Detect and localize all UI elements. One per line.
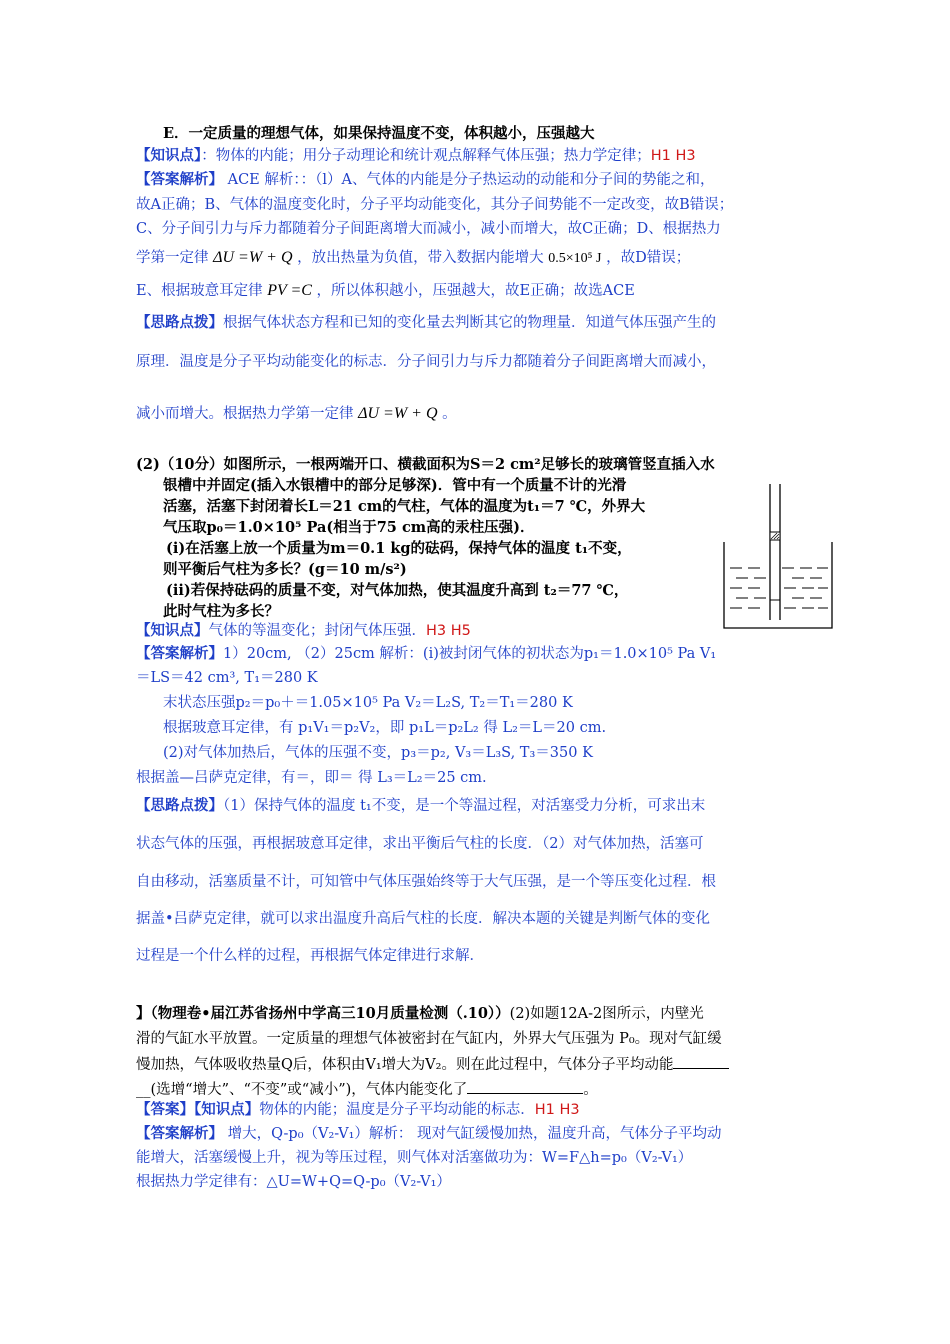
hint-line: 过程是一个什么样的过程，再根据气体定律进行求解． bbox=[136, 948, 484, 964]
hint-text: 减小而增大。根据热力学第一定律 bbox=[136, 406, 354, 422]
hint-line: 据盖•吕萨克定律，就可以求出温度升高后气柱的长度．解决本题的关键是判断气体的变化 bbox=[136, 911, 711, 927]
knowledge-point-3 bbox=[136, 1100, 580, 1120]
answer-line: ＝LS＝42 cm³, T₁＝280 K bbox=[136, 670, 318, 686]
answer-line: 末状态压强p₂＝p₀＋＝1.05×10⁵ Pa V₂＝L₂S, T₂＝T₁＝280 K bbox=[163, 695, 573, 711]
answer-line: C、分子间引力与斥力都随着分子间距离增大而减小，减小而增大，故C正确；D、根据热力 bbox=[136, 221, 721, 237]
hint-line bbox=[136, 796, 705, 816]
hint-tag: 【思路点拨】 bbox=[136, 314, 223, 331]
answer-line: 根据盖—吕萨克定律，有＝，即＝ 得 L₃＝L₂＝25 cm. bbox=[136, 770, 487, 786]
hint-text: 根据气体状态方程和已知的变化量去判断其它的物理量．知道气体压强产生的 bbox=[223, 315, 716, 331]
answer-line: 根据玻意耳定律，有 p₁V₁＝p₂V₂，即 p₁L＝p₂L₂ 得 L₂＝L＝20 cm. bbox=[163, 720, 607, 736]
question-3-line bbox=[136, 1054, 729, 1075]
answer-tag: 【答案解析】 bbox=[136, 1125, 223, 1142]
hint-line: 自由移动，活塞质量不计，可知管中气体压强始终等于大气压强，是一个等压变化过程．根 bbox=[136, 874, 716, 890]
question-3-line bbox=[136, 1004, 704, 1024]
answer-tag: 【答案解析】 bbox=[136, 645, 223, 662]
question-2-line: (2)（10分）如图所示，一根两端开口、横截面积为S＝2 cm²足够长的玻璃管竖直插入水 bbox=[136, 456, 715, 473]
question-2-line: 则平衡后气柱为多长？(g＝10 m/s²) bbox=[163, 561, 407, 578]
answer-text: ，故D错误； bbox=[606, 250, 691, 266]
equation-first-law: ΔU =W + Q bbox=[213, 249, 293, 266]
question-text: 慢加热，气体吸收热量Q后，体积由V₁增大为V₂。则在此过程中，气体分子平均动能 bbox=[136, 1057, 674, 1073]
question-text: (2)如题12A-2图所示，内壁光 bbox=[509, 1006, 704, 1022]
question-2-line: (i)在活塞上放一个质量为m＝0.1 kg的砝码，保持气体的温度 t₁不变， bbox=[166, 540, 632, 557]
question-2-line: 气压取p₀＝1.0×10⁵ Pa(相当于75 cm高的汞柱压强)． bbox=[163, 519, 535, 536]
answer-line bbox=[136, 644, 716, 664]
question-text: __(选增“增大”、“不变”或“减小”)，气体内能变化了 bbox=[136, 1082, 468, 1098]
answer-text: ACE 解析：：（l）A、气体的内能是分子热运动的动能和分子间的势能之和， bbox=[223, 172, 715, 188]
knowledge-point-1 bbox=[136, 146, 696, 166]
hint-text: 。 bbox=[442, 406, 457, 422]
question-2-line: 活塞，活塞下封闭着长L＝21 cm的气柱，气体的温度为t₁＝7 ℃，外界大 bbox=[163, 498, 646, 515]
option-e: E．一定质量的理想气体，如果保持温度不变，体积越小，压强越大 bbox=[163, 125, 595, 142]
knowledge-codes: H1 H3 bbox=[650, 148, 696, 164]
hint-line: 状态气体的压强，再根据玻意耳定律，求出平衡后气柱的长度．（2）对气体加热，活塞可 bbox=[136, 836, 704, 852]
answer-tag: 【答案解析】 bbox=[136, 171, 223, 188]
answer-text: ，所以体积越小，压强越大，故E正确；故选ACE bbox=[316, 283, 635, 299]
answer-line bbox=[136, 248, 690, 269]
hint-tag: 【思路点拨】 bbox=[136, 797, 223, 814]
answer-text: 增大，Q-p₀（V₂-V₁）解析： 现对气缸缓慢加热，温度升高，气体分子平均动 bbox=[223, 1126, 722, 1142]
tube-apparatus-figure bbox=[722, 482, 834, 630]
answer-text: E、根据玻意耳定律 bbox=[136, 283, 263, 299]
knowledge-tag: 【知识点】 bbox=[194, 1101, 260, 1118]
knowledge-codes: H3 H5 bbox=[426, 623, 471, 639]
hint-line: 原理．温度是分子平均动能变化的标志．分子间引力与斥力都随着分子间距离增大而减小， bbox=[136, 354, 716, 370]
answer-blank bbox=[467, 1079, 583, 1094]
hint-line bbox=[136, 404, 457, 424]
knowledge-tag: 【知识点】 bbox=[136, 147, 202, 164]
knowledge-text: 物体的内能；温度是分子平均动能的标志． bbox=[259, 1102, 535, 1118]
answer-line: 能增大，活塞缓慢上升，视为等压过程，则气体对活塞做功为：W=F△h=p₀（V₂-V₁） bbox=[136, 1150, 693, 1166]
answer-line: 根据热力学定律有：△U=W+Q=Q-p₀（V₂-V₁） bbox=[136, 1174, 451, 1190]
knowledge-text: 气体的等温变化；封闭气体压强． bbox=[208, 623, 426, 639]
knowledge-text: ：物体的内能；用分子动理论和统计观点解释气体压强；热力学定律； bbox=[201, 148, 651, 164]
equation-first-law: ΔU =W + Q bbox=[358, 405, 438, 422]
answer-blank bbox=[673, 1054, 729, 1069]
knowledge-point-2 bbox=[136, 621, 471, 641]
answer-line: 故A正确；B、气体的温度变化时，分子平均动能变化，其分子间势能不一定改变，故B错误； bbox=[136, 197, 734, 213]
answer-line: (2)对气体加热后，气体的压强不变，p₃＝p₂, V₃＝L₃S, T₃＝350 K bbox=[163, 745, 593, 761]
equation-boyle: PV =C bbox=[267, 282, 312, 299]
answer-line bbox=[136, 281, 635, 301]
hint-text: （1）保持气体的温度 t₁不变，是一个等温过程，对活塞受力分析，可求出末 bbox=[223, 798, 706, 814]
hint-line bbox=[136, 313, 716, 333]
question-2-line: (ii)若保持砝码的质量不变，对气体加热，使其温度升高到 t₂＝77 ℃， bbox=[166, 582, 629, 599]
question-source: 】（物理卷•届江苏省扬州中学高三10月质量检测（.10）） bbox=[136, 1005, 510, 1022]
answer-line bbox=[136, 1124, 722, 1144]
answer-text: 学第一定律 bbox=[136, 250, 209, 266]
answer-line bbox=[136, 170, 714, 190]
knowledge-codes: H1 H3 bbox=[534, 1102, 580, 1118]
question-2-line: 此时气柱为多长？ bbox=[163, 603, 279, 620]
question-3-line: 滑的气缸水平放置。一定质量的理想气体被密封在气缸内，外界大气压强为 P₀。现对气缸缓 bbox=[136, 1031, 722, 1047]
question-3-line bbox=[136, 1079, 598, 1100]
answer-text: 1）20cm, （2）25cm 解析：(i)被封闭气体的初状态为p₁＝1.0×10⁵ Pa V₁ bbox=[223, 646, 717, 662]
question-text: 。 bbox=[583, 1082, 598, 1098]
knowledge-tag: 【知识点】 bbox=[136, 622, 209, 639]
answer-text: ，放出热量为负值，带入数据内能增大 bbox=[297, 250, 544, 266]
equation-value: 0.5×10⁵ J bbox=[548, 251, 602, 266]
question-2-line: 银槽中并固定(插入水银槽中的部分足够深)．管中有一个质量不计的光滑 bbox=[163, 477, 627, 494]
answer-tag: 【答案】 bbox=[136, 1101, 194, 1118]
